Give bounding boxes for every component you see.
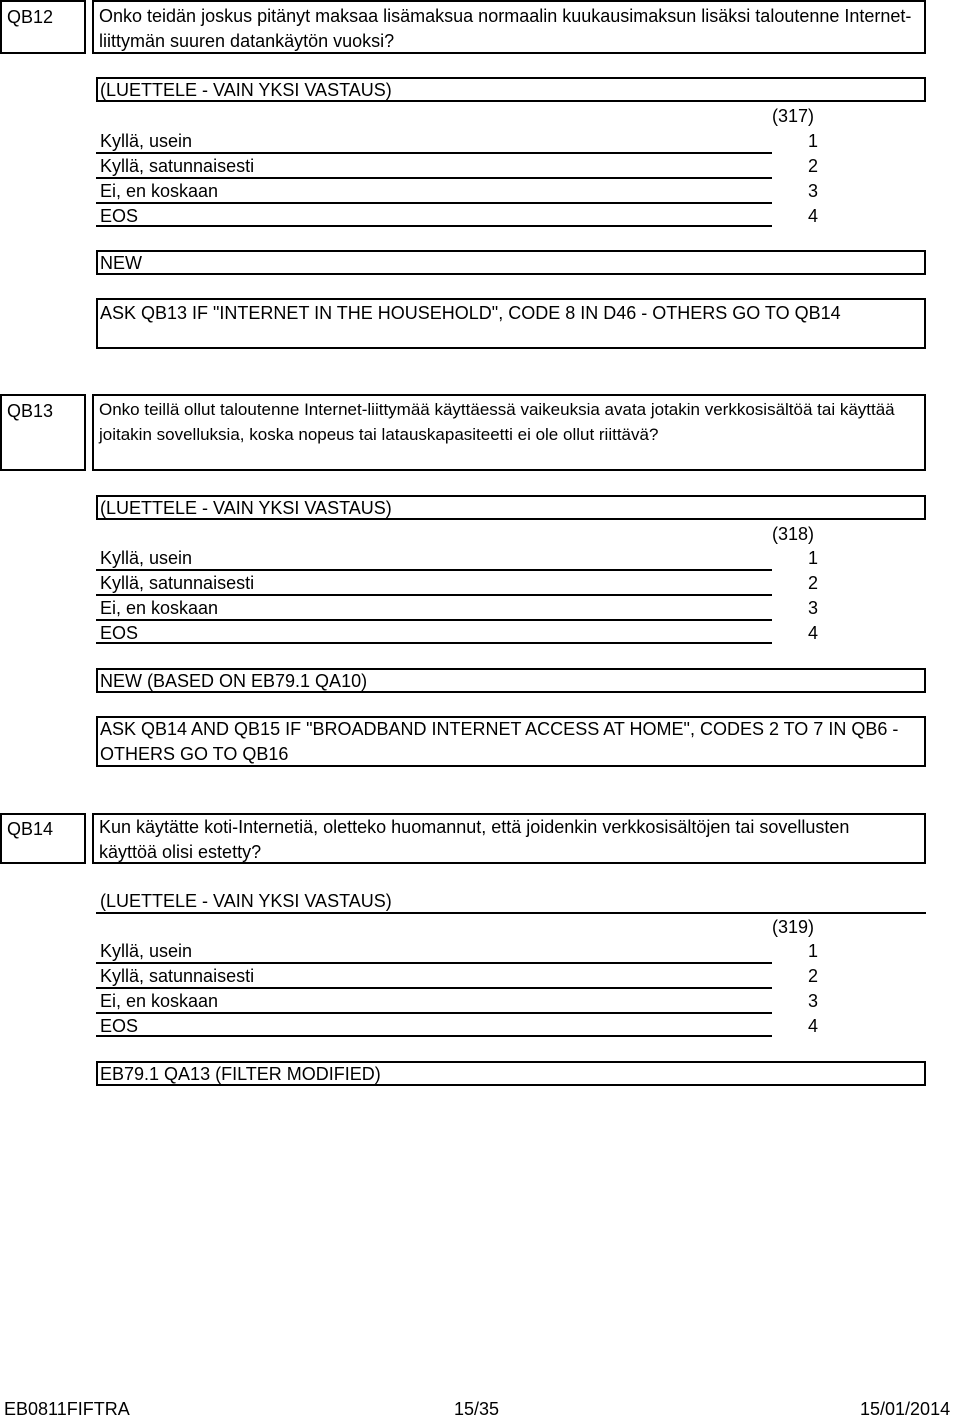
answer-option: Kyllä, usein: [100, 941, 193, 961]
question-code: QB13: [7, 401, 54, 421]
answer-option: Kyllä, satunnaisesti: [100, 573, 255, 593]
answer-underline: [96, 1035, 772, 1037]
answer-underline: [96, 1012, 772, 1014]
answer-code: 3: [807, 598, 818, 618]
answer-code: 4: [807, 623, 818, 643]
filter-text: ASK QB14 AND QB15 IF "BROADBAND INTERNET ACCESS AT HOME", CODES 2 TO 7 IN QB6 - OTHERS GO TO QB16: [100, 719, 899, 764]
answer-option: Ei, en koskaan: [100, 991, 219, 1011]
answer-underline: [96, 594, 772, 596]
answer-code: 2: [807, 573, 818, 593]
question-text: Onko teidän joskus pitänyt maksaa lisämaksua normaalin kuukausimaksun lisäksi taloutenne Internet-liittymän suuren datankäytön vuoksi?: [99, 6, 912, 51]
answer-code: 1: [807, 131, 818, 151]
answer-underline: [96, 987, 772, 989]
note-box: [96, 250, 926, 275]
question-code: QB12: [7, 7, 54, 27]
answer-option: EOS: [100, 206, 139, 226]
filter-text: ASK QB13 IF "INTERNET IN THE HOUSEHOLD", CODE 8 IN D46 - OTHERS GO TO QB14: [100, 303, 841, 323]
note-text: EB79.1 QA13 (FILTER MODIFIED): [100, 1064, 381, 1084]
column-number: (319): [772, 917, 815, 937]
answer-code: 3: [807, 991, 818, 1011]
answer-underline: [96, 962, 772, 964]
answer-code: 4: [807, 1016, 818, 1036]
note-text: NEW: [100, 253, 142, 273]
answer-option: Kyllä, usein: [100, 131, 193, 151]
answer-underline: [96, 619, 772, 621]
answer-code: 1: [807, 941, 818, 961]
answer-code: 2: [807, 966, 818, 986]
question-text: Kun käytätte koti-Internetiä, oletteko huomannut, että joidenkin verkkosisältöjen tai sovellusten käyttöä olisi estetty?: [99, 817, 850, 862]
answer-option: Kyllä, satunnaisesti: [100, 966, 255, 986]
instruction-text: (LUETTELE - VAIN YKSI VASTAUS): [100, 498, 392, 518]
instruction-underline: [96, 912, 926, 914]
answer-option: Ei, en koskaan: [100, 181, 219, 201]
answer-option: Kyllä, satunnaisesti: [100, 156, 255, 176]
note-text: NEW (BASED ON EB79.1 QA10): [100, 671, 368, 691]
question-code: QB14: [7, 819, 54, 839]
answer-underline: [96, 225, 772, 227]
instruction-text: (LUETTELE - VAIN YKSI VASTAUS): [100, 891, 392, 911]
footer-page-number: 15/35: [454, 1399, 500, 1419]
instruction-text: (LUETTELE - VAIN YKSI VASTAUS): [100, 80, 392, 100]
answer-underline: [96, 202, 772, 204]
answer-code: 2: [807, 156, 818, 176]
answer-underline: [96, 177, 772, 179]
answer-underline: [96, 642, 772, 644]
answer-option: Ei, en koskaan: [100, 598, 219, 618]
question-text: Onko teillä ollut taloutenne Internet-liittymää käyttäessä vaikeuksia avata jotakin verkkosisältöä tai käyttää joitakin sovelluksia, koska nopeus tai latauskapasiteetti ei ole ollut riittävä?: [99, 400, 895, 444]
answer-code: 3: [807, 181, 818, 201]
answer-option: EOS: [100, 1016, 139, 1036]
column-number: (318): [772, 524, 815, 544]
column-number: (317): [772, 106, 815, 126]
answer-option: EOS: [100, 623, 139, 643]
footer-date: 15/01/2014: [860, 1399, 951, 1419]
footer-doc-id: EB0811FIFTRA: [4, 1399, 130, 1419]
answer-underline: [96, 569, 772, 571]
answer-underline: [96, 152, 772, 154]
answer-code: 4: [807, 206, 818, 226]
answer-code: 1: [807, 548, 818, 568]
answer-option: Kyllä, usein: [100, 548, 193, 568]
